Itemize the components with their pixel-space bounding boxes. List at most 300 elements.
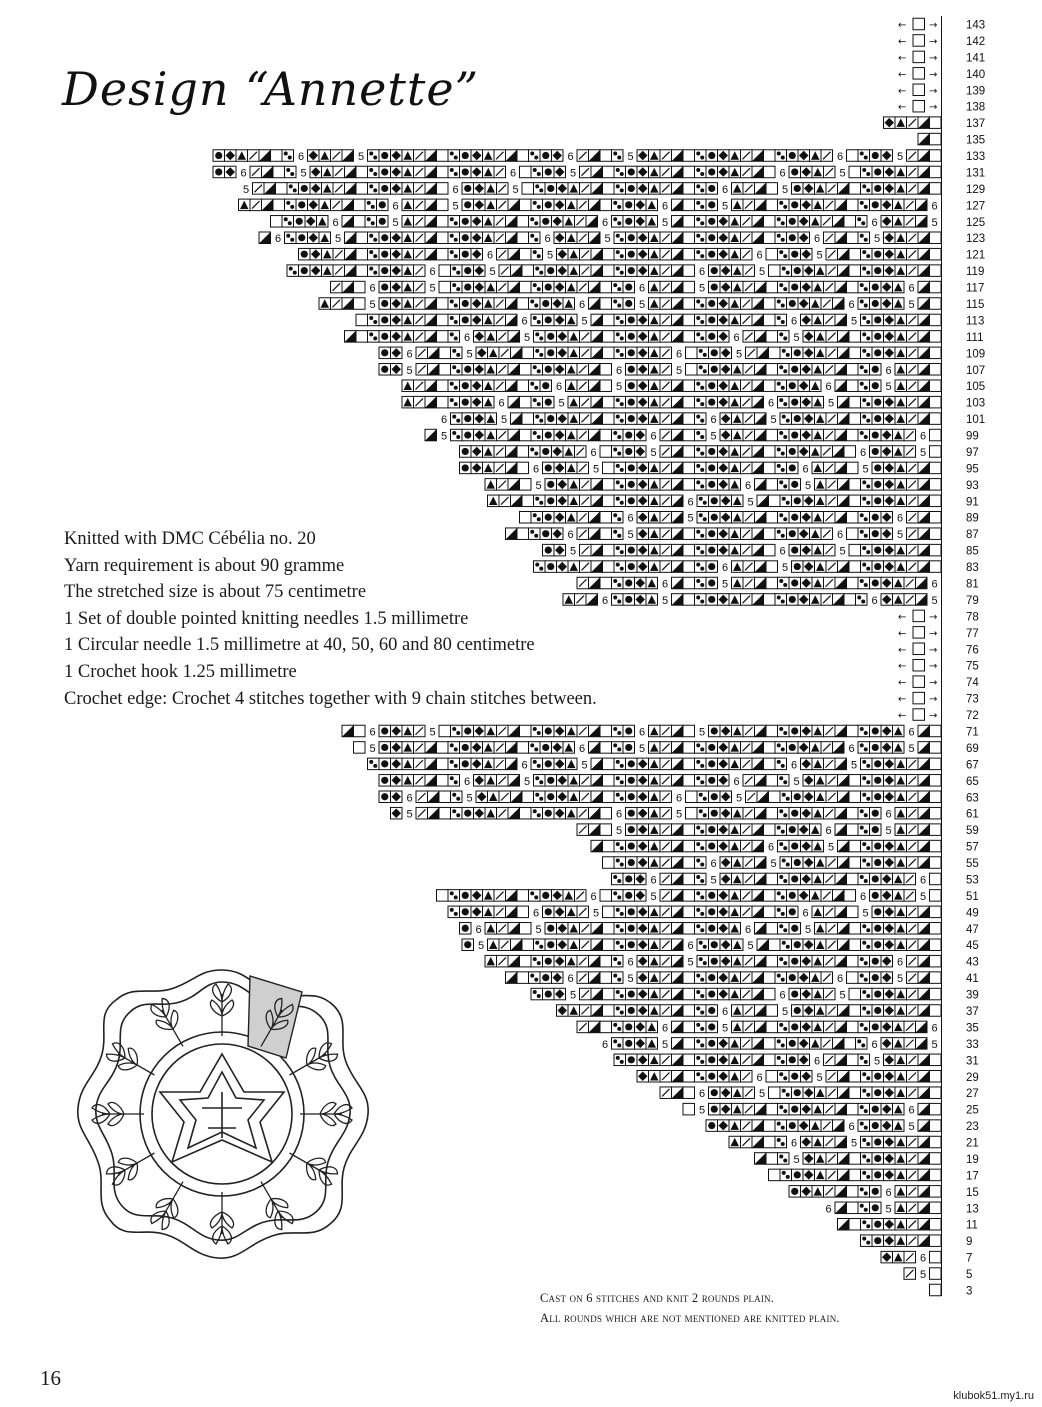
stitch-cell (683, 446, 695, 458)
stitch-cell (778, 775, 790, 787)
stitch-cell (614, 939, 626, 951)
row-number: 65 (966, 775, 979, 788)
stitch-cell (847, 1021, 859, 1033)
stitch-cell (778, 511, 790, 523)
row-number: 85 (966, 545, 979, 558)
stitch-cell (683, 594, 695, 606)
stitch-cell (603, 544, 615, 556)
double-yarn-over (777, 1138, 781, 1142)
stitch-cell (764, 166, 776, 178)
yarn-over-dot (547, 497, 554, 504)
double-yarn-over (616, 497, 620, 501)
double-yarn-over (530, 447, 534, 451)
double-yarn-over (779, 513, 783, 517)
stitch-cell (930, 857, 942, 869)
double-yarn-over (535, 941, 539, 945)
double-yarn-over (861, 1043, 865, 1047)
double-yarn-over (700, 879, 704, 883)
stitch-count: 6 (897, 512, 904, 525)
stitch-cell (448, 232, 460, 244)
double-yarn-over (454, 780, 458, 784)
stitch-cell (778, 1071, 790, 1083)
yarn-over-dot (874, 349, 881, 356)
stitch-count: 6 (920, 874, 927, 887)
yarn-over-dot (874, 793, 881, 800)
stitch-count: 6 (676, 348, 683, 361)
yarn-over-dot (542, 530, 549, 537)
yarn-over-dot (791, 168, 798, 175)
stitch-cell (764, 1136, 776, 1148)
double-yarn-over (866, 1010, 870, 1014)
stitch-cell (683, 857, 695, 869)
stitch-cell (695, 479, 707, 491)
stitch-count: 5 (524, 331, 531, 344)
stitch-cell (517, 446, 529, 458)
double-yarn-over (286, 201, 290, 205)
stitch-cell (282, 150, 294, 162)
double-yarn-over (620, 863, 624, 867)
yarn-over-dot (791, 283, 798, 290)
stitch-cell (847, 462, 859, 474)
stitch-count: 6 (627, 512, 634, 525)
double-yarn-over (617, 747, 621, 751)
double-yarn-over (616, 464, 620, 468)
arrow-right-icon: → (929, 36, 938, 48)
arrow-right-icon: → (929, 710, 938, 722)
stitch-cell (451, 281, 463, 293)
stitch-cell (517, 216, 529, 228)
yarn-over-dot (542, 892, 549, 899)
stitch-cell (448, 890, 460, 902)
doily-inner-edge (96, 982, 350, 1240)
double-yarn-over (616, 924, 620, 928)
double-yarn-over (286, 234, 290, 238)
arrow-left-icon: ← (898, 710, 907, 722)
stitch-cell (683, 429, 695, 441)
stitch-cell (437, 232, 449, 244)
row-number: 143 (966, 19, 986, 32)
double-yarn-over (530, 743, 534, 747)
double-yarn-over (617, 287, 621, 291)
yarn-over-dot (296, 218, 303, 225)
double-yarn-over (533, 201, 537, 205)
stitch-cell (913, 68, 925, 80)
double-yarn-over (862, 842, 866, 846)
double-yarn-over (454, 747, 458, 751)
double-yarn-over (779, 201, 783, 205)
yarn-over-dot (708, 251, 715, 258)
stitch-cell (437, 396, 449, 408)
double-yarn-over (452, 809, 456, 813)
double-yarn-over (866, 1175, 870, 1179)
double-yarn-over (696, 480, 700, 484)
stitch-count: 6 (885, 1186, 892, 1199)
yarn-over-dot (628, 415, 635, 422)
yarn-over-dot (791, 1188, 798, 1195)
double-yarn-over (862, 1154, 866, 1158)
double-yarn-over (779, 1072, 783, 1076)
double-yarn-over (866, 1076, 870, 1080)
stitch-cell (849, 857, 861, 869)
double-yarn-over (616, 234, 620, 238)
yarn-over-dot (708, 596, 715, 603)
double-yarn-over (864, 205, 868, 209)
stitch-cell (849, 544, 861, 556)
stitch-cell (766, 1103, 778, 1115)
stitch-count: 6 (779, 989, 786, 1002)
leaf-spray-icon (210, 984, 233, 1036)
yarn-over-dot (545, 514, 552, 521)
stitch-count: 6 (332, 216, 339, 229)
double-yarn-over (537, 813, 541, 817)
stitch-cell (683, 873, 695, 885)
arrow-right-icon: → (929, 20, 938, 31)
yarn-over-dot (545, 908, 552, 915)
row-number: 39 (966, 989, 979, 1002)
stitch-count: 6 (533, 463, 540, 476)
stitch-count: 5 (722, 200, 729, 213)
stitch-count: 5 (243, 183, 250, 196)
double-yarn-over (537, 764, 541, 768)
double-yarn-over (700, 1076, 704, 1080)
stitch-cell (764, 742, 776, 754)
stitch-count: 6 (837, 529, 844, 542)
double-yarn-over (613, 743, 617, 747)
stitch-cell (695, 166, 707, 178)
double-yarn-over (537, 961, 541, 965)
stitch-cell (600, 429, 612, 441)
double-yarn-over (866, 1093, 870, 1097)
yarn-over-dot (872, 530, 879, 537)
double-yarn-over (616, 316, 620, 320)
stitch-cell (764, 890, 776, 902)
double-yarn-over (534, 534, 538, 538)
yarn-over-dot (794, 1171, 801, 1178)
stitch-cell (913, 709, 925, 721)
stitch-count: 5 (604, 233, 611, 246)
stitch-cell (930, 248, 942, 260)
stitch-cell (600, 824, 612, 836)
double-yarn-over (450, 300, 454, 304)
yarn-over-dot (874, 333, 881, 340)
yarn-over-dot (872, 1122, 879, 1129)
stitch-count: 5 (759, 266, 766, 279)
stitch-cell (603, 314, 615, 326)
double-yarn-over (369, 152, 373, 156)
stitch-cell (930, 791, 942, 803)
stitch-cell (861, 840, 873, 852)
double-yarn-over (613, 579, 617, 583)
stitch-cell (849, 413, 861, 425)
stitch-cell (520, 364, 532, 376)
double-yarn-over (866, 780, 870, 784)
stitch-cell (517, 890, 529, 902)
stitch-cell (448, 331, 460, 343)
double-yarn-over (862, 480, 866, 484)
stitch-cell (861, 544, 873, 556)
stitch-cell (437, 890, 449, 902)
stitch-cell (600, 577, 612, 589)
yarn-over-dot (545, 366, 552, 373)
stitch-cell (858, 1120, 870, 1132)
row-number: 15 (966, 1186, 979, 1199)
yarn-over-dot (464, 810, 471, 817)
stitch-cell (683, 544, 695, 556)
stitch-cell (775, 1054, 787, 1066)
yarn-over-dot (874, 777, 881, 784)
yarn-over-dot (547, 563, 554, 570)
stitch-cell (695, 742, 707, 754)
stitch-cell (695, 216, 707, 228)
double-yarn-over (530, 974, 534, 978)
yarn-over-dot (794, 859, 801, 866)
stitch-cell (913, 643, 925, 655)
stitch-cell (849, 1218, 861, 1230)
double-yarn-over (534, 221, 538, 225)
stitch-cell (600, 807, 612, 819)
yarn-over-dot (874, 842, 881, 849)
footnote-line: All rounds which are not mentioned are knitted plain. (540, 1311, 840, 1325)
stitch-count: 5 (581, 315, 588, 328)
double-yarn-over (284, 217, 288, 221)
stitch-count: 5 (782, 1005, 789, 1018)
double-yarn-over (777, 316, 781, 320)
double-yarn-over (539, 188, 543, 192)
double-yarn-over (783, 879, 787, 883)
stitch-cell (930, 824, 942, 836)
yarn-over-dot (872, 366, 879, 373)
stitch-cell (861, 1153, 873, 1165)
stitch-cell (614, 265, 626, 277)
stitch-count: 5 (466, 348, 473, 361)
stitch-count: 6 (885, 808, 892, 821)
yarn-over-dot (708, 547, 715, 554)
double-yarn-over (620, 172, 624, 176)
stitch-cell (356, 331, 368, 343)
yarn-over-dot (789, 1122, 796, 1129)
stitch-cell (695, 331, 707, 343)
yarn-over-dot (872, 1188, 879, 1195)
stitch-cell (695, 462, 707, 474)
stitch-cell (603, 988, 615, 1000)
stitch-cell (356, 166, 368, 178)
yarn-over-dot (874, 464, 881, 471)
stitch-cell (695, 972, 707, 984)
stitch-count: 5 (300, 167, 307, 180)
double-yarn-over (700, 468, 704, 472)
stitch-count: 6 (885, 364, 892, 377)
stitch-cell (930, 873, 942, 885)
stitch-cell (930, 1202, 942, 1214)
stitch-count: 6 (590, 446, 597, 459)
double-yarn-over (860, 1056, 864, 1060)
yarn-over-dot (625, 218, 632, 225)
stitch-cell (603, 561, 615, 573)
double-yarn-over (781, 534, 785, 538)
stitch-cell (930, 561, 942, 573)
spec-line: Yarn requirement is about 90 gramme (64, 555, 345, 576)
stitch-cell (847, 150, 859, 162)
double-yarn-over (781, 1142, 785, 1146)
double-yarn-over (450, 382, 454, 386)
stitch-count: 5 (512, 183, 519, 196)
double-yarn-over (864, 961, 868, 965)
yarn-over-dot (708, 974, 715, 981)
stitch-cell (534, 495, 546, 507)
stitch-count: 6 (567, 973, 574, 986)
yarn-over-dot (298, 201, 305, 208)
stitch-count: 5 (392, 216, 399, 229)
double-yarn-over (452, 415, 456, 419)
double-yarn-over (860, 1204, 864, 1208)
stitch-cell (683, 1021, 695, 1033)
stitch-cell (529, 232, 541, 244)
stitch-cell (695, 1021, 707, 1033)
stitch-cell (847, 577, 859, 589)
stitch-cell (930, 742, 942, 754)
stitch-count: 6 (627, 956, 634, 969)
stitch-count: 5 (570, 989, 577, 1002)
stitch-count: 6 (768, 397, 775, 410)
stitch-cell (695, 446, 707, 458)
stitch-cell (930, 380, 942, 392)
row-number: 89 (966, 512, 979, 525)
yarn-over-dot (628, 168, 635, 175)
stitch-cell (683, 150, 695, 162)
stitch-cell (849, 1153, 861, 1165)
double-yarn-over (862, 563, 866, 567)
yarn-over-dot (791, 875, 798, 882)
yarn-over-dot (794, 497, 801, 504)
yarn-over-dot (794, 563, 801, 570)
stitch-count: 5 (908, 299, 915, 312)
stitch-cell (844, 216, 856, 228)
stitch-cell (847, 199, 859, 211)
yarn-over-dot (628, 382, 635, 389)
double-yarn-over (454, 254, 458, 258)
stitch-cell (769, 265, 781, 277)
double-yarn-over (534, 238, 538, 242)
stitch-cell (930, 1268, 942, 1280)
yarn-over-dot (708, 234, 715, 241)
stitch-count: 6 (722, 1005, 729, 1018)
yarn-over-dot (462, 316, 469, 323)
stitch-count: 6 (837, 973, 844, 986)
double-yarn-over (866, 846, 870, 850)
stitch-cell (847, 1103, 859, 1115)
stitch-count: 5 (699, 1104, 706, 1117)
stitch-cell (930, 446, 942, 458)
double-yarn-over (786, 1093, 790, 1097)
stitch-cell (683, 988, 695, 1000)
stitch-cell (861, 857, 873, 869)
stitch-cell (775, 1038, 787, 1050)
row-number: 133 (966, 151, 986, 164)
stitch-count: 6 (639, 726, 646, 739)
double-yarn-over (696, 464, 700, 468)
double-yarn-over (617, 961, 621, 965)
double-yarn-over (534, 451, 538, 455)
stitch-cell (517, 462, 529, 474)
yarn-over-dot (711, 349, 718, 356)
stitch-cell (861, 939, 873, 951)
stitch-count: 5 (897, 151, 904, 164)
double-yarn-over (616, 349, 620, 353)
double-yarn-over (696, 859, 700, 863)
stitch-count: 5 (358, 151, 365, 164)
stitch-count: 6 (687, 940, 694, 953)
stitch-count: 6 (779, 545, 786, 558)
double-yarn-over (866, 484, 870, 488)
double-yarn-over (781, 830, 785, 834)
yarn-over-dot (791, 810, 798, 817)
yarn-over-dot (711, 497, 718, 504)
stitch-cell (930, 923, 942, 935)
yarn-over-dot (708, 579, 715, 586)
stitch-cell (517, 906, 529, 918)
double-yarn-over (454, 764, 458, 768)
stitch-count: 5 (662, 216, 669, 229)
stitch-cell (769, 939, 781, 951)
double-yarn-over (866, 353, 870, 357)
double-yarn-over (450, 776, 454, 780)
stitch-count: 5 (616, 825, 623, 838)
yarn-over-dot (711, 514, 718, 521)
double-yarn-over (777, 152, 781, 156)
leaf-spray-icon (92, 1102, 144, 1125)
yarn-over-dot (872, 579, 879, 586)
yarn-over-dot (542, 744, 549, 751)
double-yarn-over (537, 402, 541, 406)
yarn-over-dot (464, 415, 471, 422)
stitch-cell (930, 117, 942, 129)
double-yarn-over (620, 336, 624, 340)
stitch-cell (368, 758, 380, 770)
stitch-cell (849, 331, 861, 343)
yarn-over-dot (872, 1023, 879, 1030)
stitch-count: 5 (793, 775, 800, 788)
stitch-cell (847, 955, 859, 967)
double-yarn-over (450, 250, 454, 254)
stitch-count: 6 (406, 348, 413, 361)
stitch-cell (775, 972, 787, 984)
double-yarn-over (617, 451, 621, 455)
stitch-cell (930, 906, 942, 918)
yarn-over-dot (794, 415, 801, 422)
stitch-cell (614, 561, 626, 573)
stitch-cell (695, 1038, 707, 1050)
yarn-over-dot (545, 990, 552, 997)
stitch-cell (775, 446, 787, 458)
double-yarn-over (456, 287, 460, 291)
row-number: 127 (966, 200, 986, 213)
double-yarn-over (779, 1154, 783, 1158)
double-yarn-over (862, 859, 866, 863)
stitch-cell (849, 791, 861, 803)
stitch-count: 5 (862, 907, 869, 920)
stitch-count: 6 (699, 1088, 706, 1101)
yarn-over-dot (708, 481, 715, 488)
stitch-cell (448, 758, 460, 770)
double-yarn-over (781, 1060, 785, 1064)
double-yarn-over (620, 912, 624, 916)
stitch-cell (913, 610, 925, 622)
double-yarn-over (696, 250, 700, 254)
stitch-cell (531, 166, 543, 178)
stitch-cell (614, 840, 626, 852)
double-yarn-over (782, 941, 786, 945)
stitch-cell (778, 725, 790, 737)
